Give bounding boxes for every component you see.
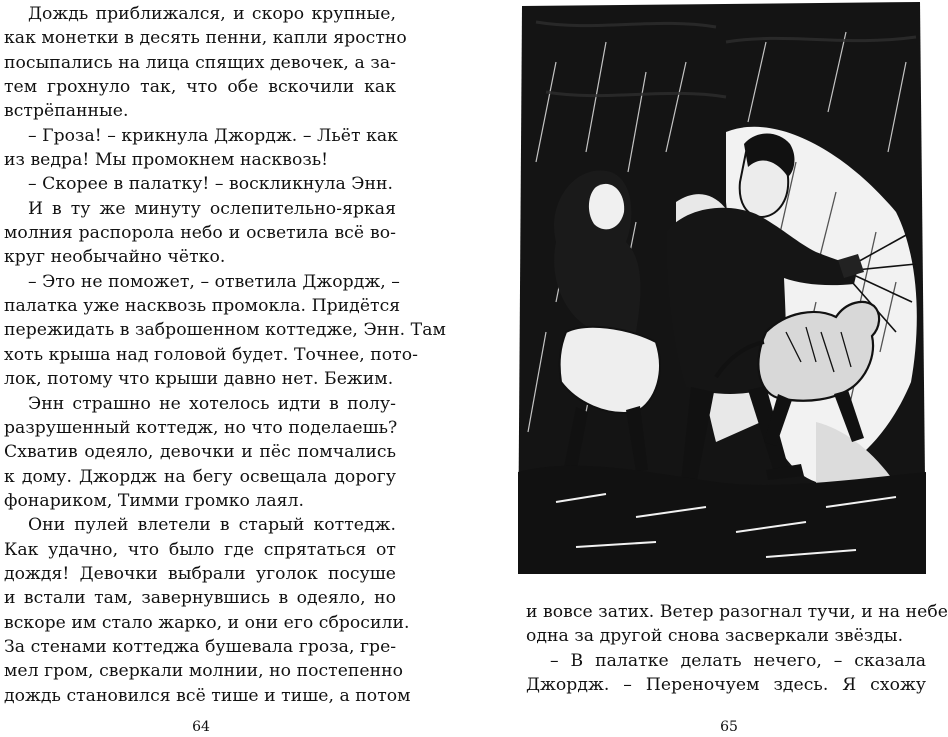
illustration-drawing <box>516 2 928 574</box>
text-line: молния распорола небо и осветила всё во- <box>4 223 396 244</box>
text-line: встрёпанные. <box>4 101 129 122</box>
text-line: Они пулей влетели в старый коттедж. <box>28 515 396 536</box>
text-line: и вовсе затих. Ветер разогнал тучи, и на небе <box>526 602 948 622</box>
left-page-text <box>4 2 446 708</box>
text-line: к дому. Джордж на бегу освещала дорогу <box>4 466 396 487</box>
right-page-number: 65 <box>720 719 738 735</box>
text-line: фонариком, Тимми громко лаял. <box>4 490 305 511</box>
text-line: Джордж. – Переночуем здесь. Я схожу <box>526 675 926 696</box>
text-line: разрушенный коттедж, но что поделаешь? <box>4 417 398 438</box>
text-line: – В палатке делать нечего, – сказала <box>550 650 926 671</box>
text-line: тем грохнуло так, что обе вскочили как <box>4 77 396 98</box>
text-line: Как удачно, что было где спрятаться от <box>4 539 396 560</box>
text-line: как монетки в десять пенни, капли яростно <box>4 28 407 49</box>
text-line: Схватив одеяло, девочки и пёс помчались <box>4 442 396 463</box>
text-line: лок, потому что крыши давно нет. Бежим. <box>4 369 394 390</box>
text-line: пережидать в заброшенном коттедже, Энн. Там <box>4 320 446 341</box>
left-page <box>0 0 464 737</box>
left-page-number: 64 <box>192 719 210 735</box>
text-line: – Гроза! – крикнула Джордж. – Льёт как <box>28 125 398 146</box>
text-line: мел гром, сверкали молнии, но постепенно <box>4 661 404 682</box>
text-line: посыпались на лица спящих девочек, а за- <box>4 52 396 73</box>
storm-illustration <box>516 2 928 574</box>
text-line: За стенами коттеджа бушевала гроза, гре- <box>4 636 397 657</box>
text-line: из ведра! Мы промокнем насквозь! <box>4 150 329 171</box>
text-line: Энн страшно не хотелось идти в полу- <box>28 393 396 414</box>
text-line: круг необычайно чётко. <box>4 247 226 268</box>
text-line: – Это не поможет, – ответила Джордж, – <box>28 271 400 292</box>
text-line: Дождь приближался, и скоро крупные, <box>28 4 396 24</box>
right-page <box>464 0 948 737</box>
right-page-text <box>526 600 948 697</box>
text-line: вскоре им стало жарко, и они его сбросили. <box>4 612 410 633</box>
text-line: палатка уже насквозь промокла. Придётся <box>4 296 401 317</box>
text-line: И в ту же минуту ослепительно-яркая <box>28 198 396 219</box>
text-line: дождя! Девочки выбрали уголок посуше <box>4 563 396 584</box>
text-line: – Скорее в палатку! – воскликнула Энн. <box>28 174 394 195</box>
text-line: дождь становился всё тише и тише, а потом <box>4 685 411 706</box>
text-line: хоть крыша над головой будет. Точнее, пото- <box>4 344 418 365</box>
text-line: и встали там, завернувшись в одеяло, но <box>4 588 396 609</box>
text-line: одна за другой снова засверкали звёзды. <box>526 626 904 647</box>
